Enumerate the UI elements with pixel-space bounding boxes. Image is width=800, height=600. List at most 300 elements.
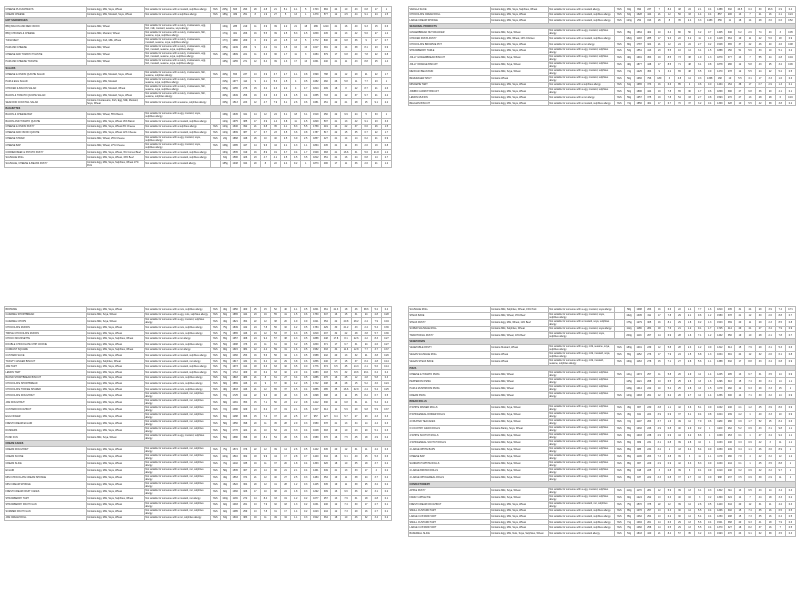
nutrient-value-cell: 788: [321, 71, 331, 78]
ingredients-cell: Contains Crustaceans, Fish, Egg, Milk, Mustard, Soya, Wheat: [86, 99, 144, 106]
nutrient-value-cell: 9.1: [361, 118, 371, 124]
nutrient-value-cell: 100g: [220, 495, 230, 501]
nutrient-value-cell: 46: [270, 392, 280, 399]
nutrient-value-cell: 461: [230, 30, 240, 37]
nutrient-value-cell: 1368: [705, 75, 715, 82]
nutrient-value-cell: 7.7: [361, 347, 371, 353]
nutrient-value-cell: 238: [644, 432, 654, 439]
nutrient-value-cell: 13: [654, 378, 664, 385]
ingredients-cell: Contains Wheat: [490, 351, 548, 358]
product-name: STRAWBERRY TARLE: [409, 47, 491, 54]
nutrient-value-cell: 257: [321, 495, 331, 501]
nutrient-value-cell: 1082: [634, 525, 644, 531]
nutrient-value-cell: 684: [321, 7, 331, 13]
table-row: [5, 111, 392, 118]
nutrient-value-cell: 11: [765, 501, 775, 508]
nutrient-value-cell: 9.7: [361, 92, 371, 99]
nutrient-value-cell: 344: [725, 501, 735, 508]
allergy-note-cell: Not suitable for someone with a mustard, nut allergy.: [144, 495, 210, 501]
nutrient-value-cell: 45g: [624, 404, 634, 411]
nutrient-value-cell: 0.5: [301, 347, 311, 353]
nutrient-value-cell: 5.9: [371, 406, 381, 413]
table-row: [409, 344, 796, 351]
nutrient-value-cell: 7.6: [664, 326, 674, 332]
nutrient-value-cell: 28: [765, 95, 775, 101]
nutrient-value-cell: 42: [351, 30, 361, 37]
nutrient-value-cell: 11: [351, 78, 361, 85]
nutrient-value-cell: 11: [775, 474, 785, 481]
nutrient-value-cell: 186g: [220, 12, 230, 18]
nutrient-value-cell: 49: [270, 515, 280, 521]
table-row: [409, 378, 796, 385]
nutrient-value-cell: 4.2: [775, 501, 785, 508]
nutrient-value-cell: 26: [654, 18, 664, 24]
nutrient-value-cell: 14: [685, 418, 695, 425]
nutrient-value-cell: 21: [654, 530, 664, 536]
nutrient-value-cell: 8.3: [371, 336, 381, 342]
nutrient-value-cell: 447: [240, 142, 250, 149]
nutrient-value-cell: 0.6: [301, 434, 311, 441]
ingredients-cell: Contains Milk, Wheat: [490, 385, 548, 392]
nutrient-value-cell: 8.4: [664, 530, 674, 536]
nutrient-value-cell: 54: [270, 434, 280, 441]
nutrient-value-cell: 14: [775, 378, 785, 385]
nutrient-value-cell: 1570: [634, 501, 644, 508]
table-row: [5, 501, 392, 508]
nutrient-value-cell: 4.5: [301, 30, 311, 37]
nutrient-value-cell: 1.2: [291, 481, 301, 488]
nutrient-value-cell: 263: [644, 307, 654, 313]
vegetarian-cell: [210, 37, 220, 44]
nutrient-value-cell: 1519: [311, 111, 321, 118]
vegetarian-cell: YES: [210, 330, 220, 336]
nutrient-value-cell: 1.6: [685, 332, 695, 339]
nutrient-value-cell: 239: [725, 411, 735, 418]
nutrient-value-cell: 7.8: [260, 508, 270, 515]
nutrient-value-cell: 17: [371, 7, 381, 13]
nutrient-value-cell: 365: [725, 41, 735, 47]
ingredients-cell: Contains Egg, Milk, Soya, Wheat: [86, 386, 144, 392]
nutrient-value-cell: 72g: [624, 418, 634, 425]
nutrient-value-cell: 17: [291, 58, 301, 65]
nutrient-value-cell: 22: [250, 446, 260, 453]
nutrient-value-cell: 26: [331, 78, 341, 85]
nutrient-value-cell: 5.5: [735, 75, 745, 82]
nutrient-value-cell: 391: [725, 351, 735, 358]
nutrient-value-cell: 476: [240, 341, 250, 347]
nutrient-value-cell: 1551: [634, 47, 644, 54]
nutrient-value-cell: 0.7: [785, 332, 795, 339]
nutrient-value-cell: 26: [281, 434, 291, 441]
table-row: [409, 530, 796, 536]
product-name: VEGAN STEAK BAKE: [409, 358, 491, 365]
allergy-note-cell: Not suitable for someone with a egg, mustard, sulphites allergy.: [548, 378, 614, 385]
nutrient-value-cell: 37: [281, 330, 291, 336]
nutrient-value-cell: 3.2: [654, 446, 664, 453]
nutrient-value-cell: 1: [301, 12, 311, 18]
product-name: 4 LARGE WHITE BAPS: [409, 446, 491, 453]
nutrient-value-cell: 4.6: [775, 41, 785, 47]
nutrient-value-cell: 29: [281, 358, 291, 364]
nutrient-value-cell: 24: [685, 7, 695, 13]
nutrient-value-cell: 10: [775, 411, 785, 418]
nutrient-value-cell: 280: [725, 418, 735, 425]
nutrient-value-cell: 35: [351, 130, 361, 136]
nutrient-value-cell: 9.6: [695, 312, 705, 319]
nutrient-value-cell: 4.9: [291, 318, 301, 325]
nutrient-value-cell: 25: [250, 307, 260, 313]
nutrient-value-cell: 20: [331, 37, 341, 44]
nutrient-value-cell: 21: [331, 142, 341, 149]
nutrient-value-cell: 13: [735, 487, 745, 494]
nutrient-value-cell: 0.36: [381, 330, 391, 336]
table-row: [409, 392, 796, 399]
nutrient-value-cell: 325g: [220, 85, 230, 92]
allergy-note-cell: Not suitable for someone with a celery, crustaceans, egg, fish, mustard, sesame, soya, sulphites allergy.: [144, 51, 210, 58]
product-name: SUPER SAUSAGE ROLL: [409, 326, 491, 332]
nutrient-value-cell: 3.2: [291, 341, 301, 347]
nutrient-value-cell: 1225: [634, 68, 644, 75]
nutrient-value-cell: 46: [351, 307, 361, 313]
nutrient-value-cell: 85g: [624, 460, 634, 467]
product-name: MINI CREAM SPONGE: [5, 481, 87, 488]
nutrient-value-cell: 3.8: [775, 100, 785, 106]
nutrient-value-cell: 1360: [715, 494, 725, 501]
nutrient-value-cell: 27: [755, 326, 765, 332]
product-name: JAM DOUGHNUT: [5, 399, 87, 406]
nutrient-value-cell: 1.1: [705, 453, 715, 460]
nutrient-value-cell: 284: [644, 326, 654, 332]
nutrient-value-cell: 40: [351, 23, 361, 30]
nutrient-value-cell: 12: [664, 12, 674, 18]
nutrient-value-cell: 10: [260, 488, 270, 495]
nutrient-value-cell: 1878: [715, 61, 725, 68]
nutrient-value-cell: 0.1: [381, 501, 391, 508]
allergy-note-cell: Not suitable for someone with a egg, mustard, sulphites allergy.: [144, 434, 210, 441]
nutrient-value-cell: 302: [725, 508, 735, 514]
nutrient-value-cell: 36: [351, 37, 361, 44]
nutrient-value-cell: 6.6: [664, 307, 674, 313]
nutrient-value-cell: 79g: [624, 525, 634, 531]
ingredients-cell: Contains Egg, Milk, Soya, Wheat: [490, 47, 548, 54]
ingredients-cell: Contains Egg, Milk, Soya, Wheat, 33% Beef: [86, 155, 144, 161]
product-name: CHOCOLATE TOFFEE SHARER: [5, 386, 87, 392]
allergy-note-cell: Not suitable for someone with a egg, mustard, soya, sulphites allergy.: [144, 142, 210, 149]
nutrient-value-cell: 10: [654, 29, 664, 36]
nutrient-value-cell: 3.7: [270, 71, 280, 78]
nutrient-value-cell: 0.9: [745, 425, 755, 432]
nutrient-value-cell: 9.1: [695, 467, 705, 474]
nutrient-value-cell: 3.9: [765, 404, 775, 411]
nutrient-value-cell: 4.2: [361, 336, 371, 342]
nutrient-value-cell: 5.1: [775, 47, 785, 54]
nutrient-value-cell: 5.4: [664, 385, 674, 392]
vegetarian-cell: YES: [614, 88, 624, 95]
ingredients-cell: Contains Egg, Milk, Soya, Wheat: [86, 481, 144, 488]
nutrient-value-cell: 20: [250, 160, 260, 167]
nutrient-value-cell: 16.6: [341, 149, 351, 155]
nutrient-value-cell: 1: [785, 385, 795, 392]
nutrient-value-cell: 19: [270, 149, 280, 155]
nutrient-value-cell: 44: [765, 54, 775, 61]
nutrient-value-cell: 19: [250, 460, 260, 467]
product-name: BACON AND TOMATO QUICHE: [5, 118, 87, 124]
nutrient-value-cell: 23: [250, 155, 260, 161]
nutrient-value-cell: 5.2: [361, 381, 371, 387]
nutrient-value-cell: 427: [321, 135, 331, 142]
nutrient-value-cell: 305: [644, 319, 654, 326]
ingredients-cell: Contains Milk, Soya, Wheat: [490, 467, 548, 474]
nutrient-value-cell: 68g: [220, 381, 230, 387]
nutrient-value-cell: 2.6: [695, 501, 705, 508]
vegetarian-cell: YES: [210, 353, 220, 359]
nutrient-value-cell: 1682: [311, 78, 321, 85]
nutrient-value-cell: 468: [240, 336, 250, 342]
nutrient-value-cell: 383: [240, 515, 250, 521]
product-name: MEXICAN BEAN BUN: [409, 68, 491, 75]
nutrient-value-cell: 0.9: [785, 326, 795, 332]
nutrient-value-cell: 448: [321, 336, 331, 342]
nutrient-value-cell: 3.3: [775, 494, 785, 501]
nutrient-value-cell: 1977: [230, 78, 240, 85]
nutrient-value-cell: 2.8: [371, 312, 381, 318]
vegetarian-cell: YES: [614, 371, 624, 378]
nutrient-value-cell: 0.26: [381, 353, 391, 359]
nutrient-value-cell: 14: [361, 420, 371, 427]
nutrient-value-cell: 41: [755, 519, 765, 525]
nutrient-value-cell: 74: [755, 29, 765, 36]
nutrient-value-cell: 123g: [220, 118, 230, 124]
nutrient-value-cell: 0.2: [301, 495, 311, 501]
nutrient-value-cell: 12: [735, 61, 745, 68]
nutrient-value-cell: 24: [361, 341, 371, 347]
vegetarian-cell: YES: [614, 358, 624, 365]
nutrient-value-cell: 1.2: [785, 453, 795, 460]
nutrient-value-cell: 12: [341, 92, 351, 99]
nutrient-value-cell: 3.2: [735, 467, 745, 474]
nutrient-value-cell: 20: [331, 353, 341, 359]
nutrient-value-cell: 8.8: [745, 358, 755, 365]
table-row: [5, 318, 392, 325]
ingredients-cell: Contains Mustard, Wheat: [490, 344, 548, 351]
nutrient-value-cell: 289: [311, 23, 321, 30]
nutrient-value-cell: 1680: [230, 434, 240, 441]
nutrient-value-cell: 31: [755, 371, 765, 378]
nutrient-value-cell: 3.2: [685, 36, 695, 42]
nutrient-value-cell: 0.9: [381, 44, 391, 51]
nutrient-value-cell: 52: [270, 427, 280, 434]
nutrient-value-cell: 15: [361, 453, 371, 460]
nutrient-value-cell: 14: [745, 18, 755, 24]
nutrient-value-cell: 0.3: [705, 487, 715, 494]
nutrient-value-cell: 390: [725, 88, 735, 95]
nutrient-value-cell: 0.9: [381, 135, 391, 142]
nutrient-value-cell: 27: [735, 88, 745, 95]
nutrient-value-cell: 39: [674, 453, 684, 460]
nutrient-value-cell: 5.5: [301, 124, 311, 130]
nutrient-value-cell: 42: [351, 118, 361, 124]
table-row: [5, 135, 392, 142]
nutrient-value-cell: 46g: [220, 307, 230, 313]
vegetarian-cell: YES: [614, 487, 624, 494]
nutrient-value-cell: 1440: [715, 501, 725, 508]
nutrient-value-cell: 61: [270, 341, 280, 347]
vegetarian-cell: [210, 92, 220, 99]
nutrient-value-cell: 240: [725, 467, 735, 474]
vegetarian-cell: YES: [210, 406, 220, 413]
nutrient-value-cell: 0.8: [705, 95, 715, 101]
nutrient-value-cell: 335: [240, 460, 250, 467]
ingredients-cell: Contains Egg, Milk, Soya, Wheat: [86, 325, 144, 331]
nutrient-value-cell: 0.5: [301, 325, 311, 331]
nutrient-value-cell: 2.7: [371, 508, 381, 515]
nutrient-value-cell: 7.4: [341, 501, 351, 508]
nutrient-value-cell: 50g: [220, 341, 230, 347]
nutrient-value-cell: 7.9: [371, 318, 381, 325]
nutrient-value-cell: 1522: [230, 481, 240, 488]
nutrient-value-cell: 7.1: [664, 358, 674, 365]
nutrient-value-cell: 14: [654, 332, 664, 339]
nutrient-value-cell: 39: [270, 23, 280, 30]
nutrient-value-cell: 262: [725, 425, 735, 432]
nutrient-value-cell: 17: [654, 36, 664, 42]
nutrient-value-cell: 2.7: [381, 155, 391, 161]
nutrient-value-cell: 22: [765, 68, 775, 75]
nutrient-value-cell: 8.4: [775, 418, 785, 425]
allergy-note-cell: Not suitable for someone with a mustard, sulphites allergy.: [548, 100, 614, 106]
nutrient-value-cell: 33: [270, 495, 280, 501]
nutrient-value-cell: 5.1: [371, 427, 381, 434]
nutrient-value-cell: 7.5: [341, 434, 351, 441]
nutrient-value-cell: 1548: [715, 41, 725, 47]
nutrient-value-cell: 385: [240, 118, 250, 124]
nutrient-value-cell: 1703: [311, 7, 321, 13]
product-name: CARAMEL CHOPS: [5, 318, 87, 325]
nutrient-value-cell: 12: [260, 111, 270, 118]
nutrient-value-cell: 65: [270, 386, 280, 392]
nutrient-value-cell: 35: [331, 386, 341, 392]
nutrient-value-cell: 1580: [715, 312, 725, 319]
section-title: CONFECTIONERY: [409, 481, 796, 487]
nutrient-value-cell: 29: [351, 406, 361, 413]
nutrient-value-cell: 1288: [230, 413, 240, 420]
nutrient-value-cell: 29: [674, 519, 684, 525]
allergy-note-cell: Not suitable for someone with a mustard allergy.: [144, 160, 210, 167]
nutrient-value-cell: 20: [250, 420, 260, 427]
nutrient-value-cell: 4.4: [260, 347, 270, 353]
nutrient-value-cell: 25: [765, 61, 775, 68]
product-name: HAM & MUSHROOM PIZZA: [409, 385, 491, 392]
nutrient-value-cell: 193: [644, 18, 654, 24]
nutrient-value-cell: 17: [745, 82, 755, 88]
nutrient-value-cell: 22: [361, 488, 371, 495]
nutrient-value-cell: 2.3: [685, 344, 695, 351]
nutrient-value-cell: 24: [250, 336, 260, 342]
allergy-note-cell: Not suitable for someone with a celery, crustaceans, fish, sesame, soya, sulphites allergy.: [144, 85, 210, 92]
nutrient-value-cell: 0.04: [381, 318, 391, 325]
allergy-note-cell: Not suitable for someone with a celery, crustaceans, egg, fish, mustard, sesame, soya, sulphites allergy.: [144, 58, 210, 65]
nutrient-value-cell: 1: [705, 439, 715, 446]
nutrient-value-cell: 300: [725, 392, 735, 399]
nutrient-value-cell: 12: [260, 318, 270, 325]
nutrient-value-cell: 31: [351, 341, 361, 347]
nutrient-value-cell: 38: [281, 336, 291, 342]
nutrient-value-cell: 12: [654, 487, 664, 494]
nutrient-value-cell: 1106: [634, 453, 644, 460]
nutrient-value-cell: 347: [321, 312, 331, 318]
ingredients-cell: Contains Egg, Milk, Soya, Wheat 16% Bacon: [86, 118, 144, 124]
product-name: BACON & TOMATO QUICHE SALAD: [5, 92, 87, 99]
nutrient-value-cell: 454: [240, 318, 250, 325]
nutrient-value-cell: 0.24: [381, 381, 391, 387]
nutrient-value-cell: 219: [240, 23, 250, 30]
nutrient-value-cell: 80g: [624, 41, 634, 47]
nutrient-value-cell: 485: [321, 386, 331, 392]
nutrient-value-cell: 1888: [715, 47, 725, 54]
nutrient-value-cell: 21.8: [371, 149, 381, 155]
ingredients-cell: Contains Egg, Milk, Soya, Wheat: [86, 488, 144, 495]
nutrient-value-cell: 1819: [311, 330, 321, 336]
nutrient-value-cell: 3.4: [685, 446, 695, 453]
allergy-note-cell: Not suitable for someone with a mustard, sulphites allergy.: [548, 508, 614, 514]
nutrient-value-cell: 345: [321, 481, 331, 488]
product-name: STRAWBERRY TART: [5, 495, 87, 501]
nutrient-value-cell: 16: [654, 307, 664, 313]
nutrient-value-cell: 1888: [311, 336, 321, 342]
allergy-note-cell: Not suitable for someone with a mustard, nut, sulphites allergy.: [144, 467, 210, 474]
nutrient-value-cell: 12: [331, 508, 341, 515]
nutrient-value-cell: 8: [250, 12, 260, 18]
nutrient-value-cell: 1.4: [270, 118, 280, 124]
nutrient-value-cell: 6.7: [361, 130, 371, 136]
vegetarian-cell: YES: [614, 494, 624, 501]
nutrient-value-cell: 21: [371, 135, 381, 142]
nutrient-value-cell: 242: [321, 353, 331, 359]
nutrient-value-cell: 310: [725, 378, 735, 385]
vegetarian-cell: YES: [614, 474, 624, 481]
nutrient-value-cell: 9.2: [695, 425, 705, 432]
nutrient-value-cell: 1: [381, 7, 391, 13]
nutrient-value-cell: 1818: [230, 375, 240, 381]
nutrient-value-cell: 12.8: [351, 347, 361, 353]
nutrient-value-cell: 32: [281, 369, 291, 375]
nutrient-value-cell: 2.7: [685, 392, 695, 399]
nutrient-value-cell: 332: [725, 7, 735, 13]
nutrient-value-cell: 15: [775, 385, 785, 392]
nutrient-value-cell: 4: [291, 85, 301, 92]
nutrient-value-cell: 45: [341, 364, 351, 370]
ingredients-cell: Contains Milk, Soya, Wheat: [490, 487, 548, 494]
nutrient-value-cell: 12: [745, 312, 755, 319]
nutrient-value-cell: 2.4: [361, 325, 371, 331]
nutrient-value-cell: 276: [644, 351, 654, 358]
nutrient-value-cell: 40: [270, 135, 280, 142]
nutrient-value-cell: 15: [735, 344, 745, 351]
nutrient-value-cell: 13: [695, 378, 705, 385]
nutrient-value-cell: 1121: [634, 378, 644, 385]
nutrient-value-cell: 1661: [311, 58, 321, 65]
nutrient-value-cell: 14: [250, 142, 260, 149]
nutrient-value-cell: 112g: [624, 326, 634, 332]
product-name: CREAM SCONE: [5, 453, 87, 460]
nutrient-value-cell: 409: [240, 369, 250, 375]
nutrient-value-cell: 3.7: [654, 418, 664, 425]
nutrient-value-cell: 1179: [715, 453, 725, 460]
vegetarian-cell: YES: [210, 392, 220, 399]
vegetarian-cell: YES: [614, 501, 624, 508]
nutrient-value-cell: 1.9: [705, 36, 715, 42]
product-name: SMALL CUSTARD TART: [409, 519, 491, 525]
